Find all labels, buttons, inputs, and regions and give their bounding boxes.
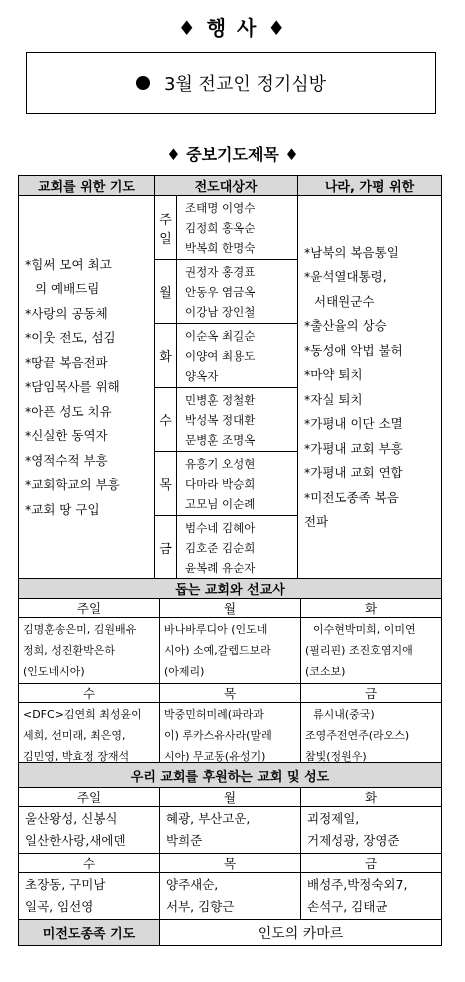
supporter-cell (160, 873, 301, 920)
cell-line: 류시내(중국) (313, 708, 375, 721)
list-item: *미전도종족 복음 (304, 489, 399, 505)
name-line: 이강남 장인철 (185, 304, 256, 319)
cell-line: 김민영, 박효정 장재석 (23, 750, 130, 763)
list-item: *담임목사를 위해 (25, 379, 120, 395)
day-header: 월 (160, 788, 301, 807)
events-title: ♦ 행 사 ♦ (177, 16, 288, 40)
header-targets: 전도대상자 (155, 176, 298, 196)
cell-line: 손석구, 김태균 (307, 899, 388, 914)
day-header: 목 (160, 684, 301, 703)
name-line: 민병훈 정철환 (185, 392, 256, 407)
bullet-dot (136, 76, 150, 90)
cell-line: 일산한사랑,새에덴 (25, 833, 126, 848)
list-item: *땅끝 복음전파 (25, 354, 108, 370)
event-item: 3월 전교인 정기심방 (164, 74, 326, 95)
list-item: 서태원군수 (314, 293, 375, 309)
day-header: 주일 (19, 788, 160, 807)
cell-line: (아제리) (164, 665, 205, 678)
name-line: 안동우 염금옥 (185, 284, 256, 299)
cell-line: 괴정제일, (307, 811, 360, 826)
name-line: 다마라 박승희 (185, 476, 256, 491)
list-item: *마약 퇴치 (304, 367, 363, 382)
cell-line: 박중민허미례(파라과 (164, 708, 264, 721)
header-nation: 나라, 가평 위한 (298, 176, 442, 196)
list-item: *가평내 교회 연합 (304, 465, 403, 480)
list-item: *가평내 교회 부흥 (304, 440, 403, 456)
supporter-cell (301, 807, 442, 854)
day-header: 월 (160, 599, 301, 618)
list-item: *아픈 성도 치유 (25, 403, 112, 419)
list-item: *사랑의 공동체 (25, 305, 108, 321)
day-header: 수 (19, 684, 160, 703)
name-line: 조태명 이영수 (185, 200, 256, 215)
cell-line: 초장동, 구미남 (25, 877, 106, 892)
supporter-cell (19, 807, 160, 854)
cell-line: 배성주,박정숙외7, (307, 877, 408, 892)
mission-cell (160, 618, 301, 684)
cell-line: 일곡, 임선영 (25, 899, 94, 914)
cell-line: 조영주전연주(라오스) (305, 729, 410, 742)
list-item: *힘써 모여 최고 (25, 256, 112, 272)
day-label: 수 (155, 388, 177, 452)
name-line: 양옥자 (185, 368, 219, 383)
list-item: *영적수적 부흥 (25, 452, 108, 468)
cell-line: (코소보) (305, 665, 346, 678)
mission-cell (19, 618, 160, 684)
cell-line: <DFC>김연희 최성윤이 (23, 708, 142, 721)
target-names (177, 324, 298, 388)
target-names (177, 516, 298, 580)
list-item: 전파 (304, 514, 329, 529)
event-box (26, 52, 436, 114)
cell-line: 김명훈송은미, 김원배유 (23, 623, 137, 636)
mission-cell (301, 703, 442, 769)
list-item: *남북의 복음통일 (304, 244, 399, 260)
target-names (177, 452, 298, 516)
missions-table (18, 578, 442, 769)
list-item: *가평내 이단 소멸 (304, 416, 403, 431)
supporter-cell (160, 807, 301, 854)
day-label: 월 (155, 260, 177, 324)
day-header: 목 (160, 854, 301, 873)
cell-line: (인도네시아) (23, 665, 85, 678)
prayer-title: ♦ 중보기도제목 ♦ (166, 145, 299, 164)
unreached-label: 미전도종족 기도 (19, 920, 160, 946)
cell-line: 혜광, 부산고운, (166, 811, 251, 826)
day-header: 주일 (19, 599, 160, 618)
supporters-title: 우리 교회를 후원하는 교회 및 성도 (19, 763, 442, 788)
name-line: 박성복 정대환 (185, 412, 256, 427)
name-line: 고모님 이순례 (185, 496, 256, 511)
target-names (177, 388, 298, 452)
list-item: *신실한 동역자 (25, 428, 108, 444)
target-names (177, 260, 298, 324)
day-header: 금 (301, 854, 442, 873)
day-header: 화 (301, 599, 442, 618)
name-line: 김정희 홍옥순 (185, 220, 256, 235)
mission-cell (160, 703, 301, 769)
mission-cell (301, 618, 442, 684)
cell-line: 이수현박미희, 이미연 (313, 623, 416, 636)
day-label: 화 (155, 324, 177, 388)
cell-line: 서부, 김향근 (166, 899, 235, 914)
name-line: 문병훈 조명옥 (185, 432, 256, 447)
day-header: 수 (19, 854, 160, 873)
day-header: 화 (301, 788, 442, 807)
missions-title: 돕는 교회와 선교사 (19, 579, 442, 599)
list-item: 의 예배드림 (35, 281, 100, 297)
cell-line: 박희준 (166, 833, 203, 848)
day-label: 금 (155, 516, 177, 580)
list-item: *이웃 전도, 섬김 (25, 330, 116, 346)
cell-line: 시아) 소예,갈렙드보라 (164, 644, 271, 657)
list-item: *동성애 악법 불허 (304, 342, 403, 358)
name-line: 이순옥 최길순 (185, 328, 256, 343)
nation-prayer-list (298, 196, 442, 580)
list-item: *교회학교의 부흥 (25, 477, 120, 493)
list-item: *윤석열대통령, (304, 269, 387, 284)
cell-line: 이) 루카스유사라(말레 (164, 729, 272, 742)
list-item: *교회 땅 구입 (25, 501, 100, 517)
day-label: 목 (155, 452, 177, 516)
target-names (177, 196, 298, 260)
name-line: 이양여 최용도 (185, 348, 256, 363)
cell-line: 양주새순, (166, 877, 219, 892)
name-line: 범수네 김혜아 (185, 520, 256, 535)
name-line: 김호준 김순희 (185, 540, 256, 555)
cell-line: 참빛(정원우) (305, 750, 367, 763)
day-label: 주일 (155, 196, 177, 260)
prayer-table (18, 175, 442, 580)
cell-line: 울산왕성, 신봉식 (25, 811, 118, 826)
name-line: 권정자 홍경표 (185, 264, 256, 279)
name-line: 박복희 한명숙 (185, 240, 256, 255)
header-church: 교회를 위한 기도 (19, 176, 155, 196)
name-line: 윤복례 유순자 (185, 560, 256, 575)
cell-line: 정희, 성진환박은하 (23, 644, 116, 657)
list-item: *출산율의 상승 (304, 318, 387, 333)
cell-line: 거제성광, 장영준 (307, 833, 400, 848)
day-header: 금 (301, 684, 442, 703)
cell-line: (필리핀) 조진호염지애 (305, 644, 413, 657)
unreached-value: 인도의 카마르 (160, 920, 442, 946)
supporter-cell (19, 873, 160, 920)
mission-cell (19, 703, 160, 769)
cell-line: 세희, 선미래, 최은영, (23, 729, 126, 742)
name-line: 유흥기 오성현 (185, 456, 256, 471)
cell-line: 바나바루디아 (인도네 (164, 623, 268, 636)
cell-line: 시아) 무교동(유성기) (164, 750, 266, 763)
supporter-cell (301, 873, 442, 920)
list-item: *자실 퇴치 (304, 391, 363, 407)
supporters-table (18, 762, 442, 946)
church-prayer-list (19, 196, 155, 580)
